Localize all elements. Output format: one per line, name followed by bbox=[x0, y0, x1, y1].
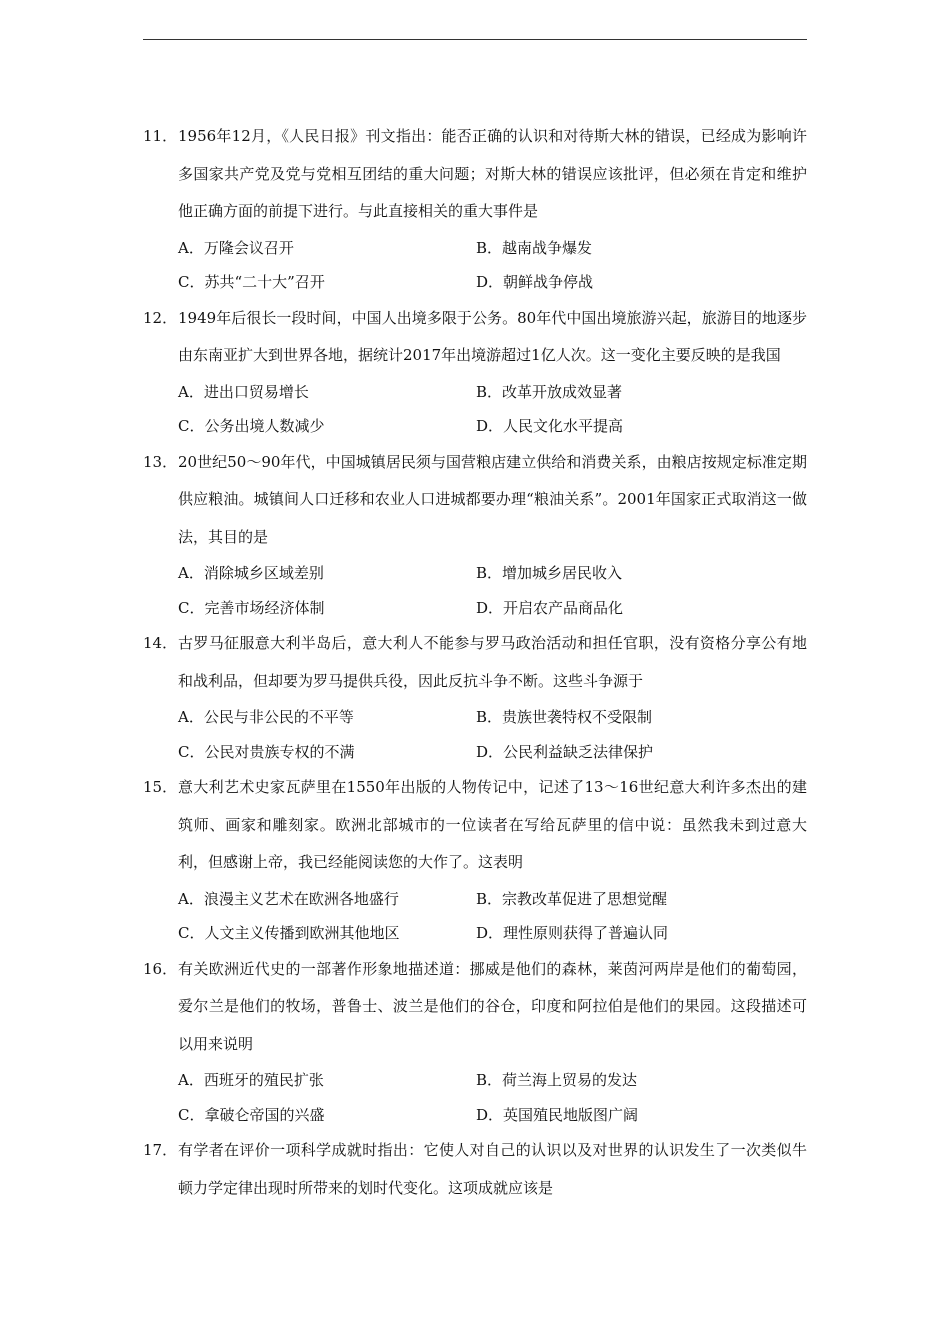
question-12 bbox=[143, 300, 807, 444]
option-text: 浪漫主义艺术在欧洲各地盛行 bbox=[203, 889, 399, 908]
option-letter: C． bbox=[178, 598, 205, 617]
option-b bbox=[476, 882, 774, 917]
option-text: 万隆会议召开 bbox=[203, 238, 294, 257]
option-text: 消除城乡区域差别 bbox=[203, 564, 324, 582]
option-letter: B． bbox=[476, 1071, 503, 1089]
question-stem bbox=[143, 951, 807, 1064]
option-d bbox=[476, 735, 774, 770]
option-letter: D． bbox=[476, 924, 504, 942]
answer-options bbox=[143, 882, 807, 951]
question-stem bbox=[143, 769, 807, 882]
question-stem bbox=[143, 300, 807, 375]
option-d bbox=[476, 591, 774, 626]
option-text: 越南战争爆发 bbox=[502, 238, 593, 257]
option-letter: B． bbox=[476, 238, 503, 257]
option-row bbox=[178, 375, 807, 410]
question-number: 13． bbox=[143, 452, 178, 471]
option-row bbox=[178, 409, 807, 444]
question-stem bbox=[143, 444, 807, 557]
option-b bbox=[476, 1063, 774, 1098]
question-16 bbox=[143, 951, 807, 1133]
option-letter: B． bbox=[476, 889, 503, 908]
option-b bbox=[476, 375, 774, 410]
option-d bbox=[476, 916, 774, 951]
option-c bbox=[178, 735, 476, 770]
option-letter: A． bbox=[178, 564, 204, 582]
option-row bbox=[178, 700, 807, 735]
option-b bbox=[476, 231, 774, 266]
option-letter: C． bbox=[178, 742, 205, 761]
option-text: 公民利益缺乏法律保护 bbox=[503, 742, 654, 761]
option-a bbox=[178, 231, 476, 266]
option-a bbox=[178, 375, 476, 410]
question-number: 11． bbox=[143, 127, 178, 145]
option-c bbox=[178, 265, 476, 300]
question-stem bbox=[143, 1132, 807, 1207]
option-a bbox=[178, 882, 476, 917]
option-text: 英国殖民地版图广阔 bbox=[503, 1105, 639, 1124]
question-list bbox=[143, 118, 807, 1207]
option-a bbox=[178, 700, 476, 735]
option-letter: D． bbox=[476, 417, 504, 435]
option-text: 宗教改革促进了思想觉醒 bbox=[502, 889, 668, 908]
option-text: 公民对贵族专权的不满 bbox=[204, 742, 355, 761]
answer-options bbox=[143, 375, 807, 444]
question-number: 16． bbox=[143, 959, 178, 978]
option-row bbox=[178, 916, 807, 951]
option-text: 西班牙的殖民扩张 bbox=[203, 1071, 324, 1089]
option-text: 人民文化水平提高 bbox=[503, 417, 624, 435]
option-letter: B． bbox=[476, 382, 503, 401]
option-letter: B． bbox=[476, 564, 503, 582]
option-letter: A． bbox=[178, 889, 204, 908]
option-letter: A． bbox=[178, 382, 204, 401]
question-text: 1949年后很长一段时间，中国人出境多限于公务。80年代中国出境旅游兴起，旅游目的地逐步由东南亚扩大到世界各地，据统计2017年出境游超过1亿人次。这一变化主要反映的是我国 bbox=[178, 308, 807, 364]
question-11 bbox=[143, 118, 807, 300]
option-text: 苏共“二十大”召开 bbox=[204, 273, 325, 291]
option-letter: D． bbox=[476, 742, 504, 761]
header-rule bbox=[143, 39, 807, 40]
option-letter: C． bbox=[178, 417, 205, 435]
option-text: 理性原则获得了普遍认同 bbox=[503, 924, 669, 942]
question-text: 20世纪50～90年代，中国城镇居民须与国营粮店建立供给和消费关系，由粮店按规定标准定期供应粮油。城镇间人口迁移和农业人口进城都要办理“粮油关系”。2001年国家正式取消这一做法，其目的是 bbox=[178, 452, 807, 546]
question-text: 有关欧洲近代史的一部著作形象地描述道：挪威是他们的森林，莱茵河两岸是他们的葡萄园，爱尔兰是他们的牧场，普鲁士、波兰是他们的谷仓，印度和阿拉伯是他们的果园。这段描述可以用来说明 bbox=[178, 959, 807, 1053]
question-number: 17． bbox=[143, 1141, 178, 1159]
question-text: 有学者在评价一项科学成就时指出：它使人对自己的认识以及对世界的认识发生了一次类似牛顿力学定律出现时所带来的划时代变化。这项成就应该是 bbox=[178, 1141, 807, 1197]
option-text: 开启农产品商品化 bbox=[503, 598, 624, 617]
question-17 bbox=[143, 1132, 807, 1207]
option-text: 公民与非公民的不平等 bbox=[203, 708, 354, 726]
question-text: 古罗马征服意大利半岛后，意大利人不能参与罗马政治活动和担任官职，没有资格分享公有地和战利品，但却要为罗马提供兵役，因此反抗斗争不断。这些斗争源于 bbox=[178, 634, 807, 690]
answer-options bbox=[143, 556, 807, 625]
option-a bbox=[178, 556, 476, 591]
option-b bbox=[476, 556, 774, 591]
option-row bbox=[178, 882, 807, 917]
option-c bbox=[178, 1098, 476, 1133]
question-13 bbox=[143, 444, 807, 626]
option-row bbox=[178, 1063, 807, 1098]
question-text: 1956年12月，《人民日报》刊文指出：能否正确的认识和对待斯大林的错误，已经成为影响许多国家共产党及党与党相互团结的重大问题；对斯大林的错误应该批评，但必须在肯定和维护他正确方面的前提下进行。与此直接相关的重大事件是 bbox=[178, 127, 807, 220]
option-letter: D． bbox=[476, 273, 504, 291]
option-letter: A． bbox=[178, 708, 204, 726]
option-letter: C． bbox=[178, 273, 205, 291]
option-letter: A． bbox=[178, 1071, 204, 1089]
option-text: 公务出境人数减少 bbox=[204, 417, 325, 435]
option-row bbox=[178, 231, 807, 266]
option-letter: D． bbox=[476, 1105, 504, 1124]
option-text: 贵族世袭特权不受限制 bbox=[502, 708, 653, 726]
option-text: 朝鲜战争停战 bbox=[503, 273, 594, 291]
option-text: 进出口贸易增长 bbox=[203, 382, 309, 401]
option-d bbox=[476, 265, 774, 300]
option-c bbox=[178, 591, 476, 626]
option-d bbox=[476, 1098, 774, 1133]
option-text: 改革开放成效显著 bbox=[502, 382, 623, 401]
option-letter: D． bbox=[476, 598, 504, 617]
question-text: 意大利艺术史家瓦萨里在1550年出版的人物传记中，记述了13～16世纪意大利许多杰出的建筑师、画家和雕刻家。欧洲北部城市的一位读者在写给瓦萨里的信中说：虽然我未到过意大利，但感谢上帝，我已经能阅读您的大作了。这表明 bbox=[178, 778, 807, 871]
option-letter: C． bbox=[178, 1105, 205, 1124]
option-row bbox=[178, 735, 807, 770]
answer-options bbox=[143, 700, 807, 769]
option-c bbox=[178, 916, 476, 951]
option-text: 人文主义传播到欧洲其他地区 bbox=[204, 924, 400, 942]
option-row bbox=[178, 1098, 807, 1133]
option-letter: C． bbox=[178, 924, 205, 942]
question-number: 14． bbox=[143, 634, 178, 652]
question-stem bbox=[143, 118, 807, 231]
option-d bbox=[476, 409, 774, 444]
question-15 bbox=[143, 769, 807, 951]
option-c bbox=[178, 409, 476, 444]
option-text: 拿破仑帝国的兴盛 bbox=[204, 1105, 325, 1124]
option-row bbox=[178, 265, 807, 300]
option-text: 荷兰海上贸易的发达 bbox=[502, 1071, 638, 1089]
option-letter: A． bbox=[178, 238, 204, 257]
option-row bbox=[178, 556, 807, 591]
option-b bbox=[476, 700, 774, 735]
option-text: 增加城乡居民收入 bbox=[502, 564, 623, 582]
option-letter: B． bbox=[476, 708, 503, 726]
answer-options bbox=[143, 1063, 807, 1132]
option-text: 完善市场经济体制 bbox=[204, 598, 325, 617]
question-stem bbox=[143, 625, 807, 700]
option-row bbox=[178, 591, 807, 626]
question-number: 15． bbox=[143, 778, 178, 796]
question-number: 12． bbox=[143, 308, 178, 327]
question-14 bbox=[143, 625, 807, 769]
option-a bbox=[178, 1063, 476, 1098]
answer-options bbox=[143, 231, 807, 300]
